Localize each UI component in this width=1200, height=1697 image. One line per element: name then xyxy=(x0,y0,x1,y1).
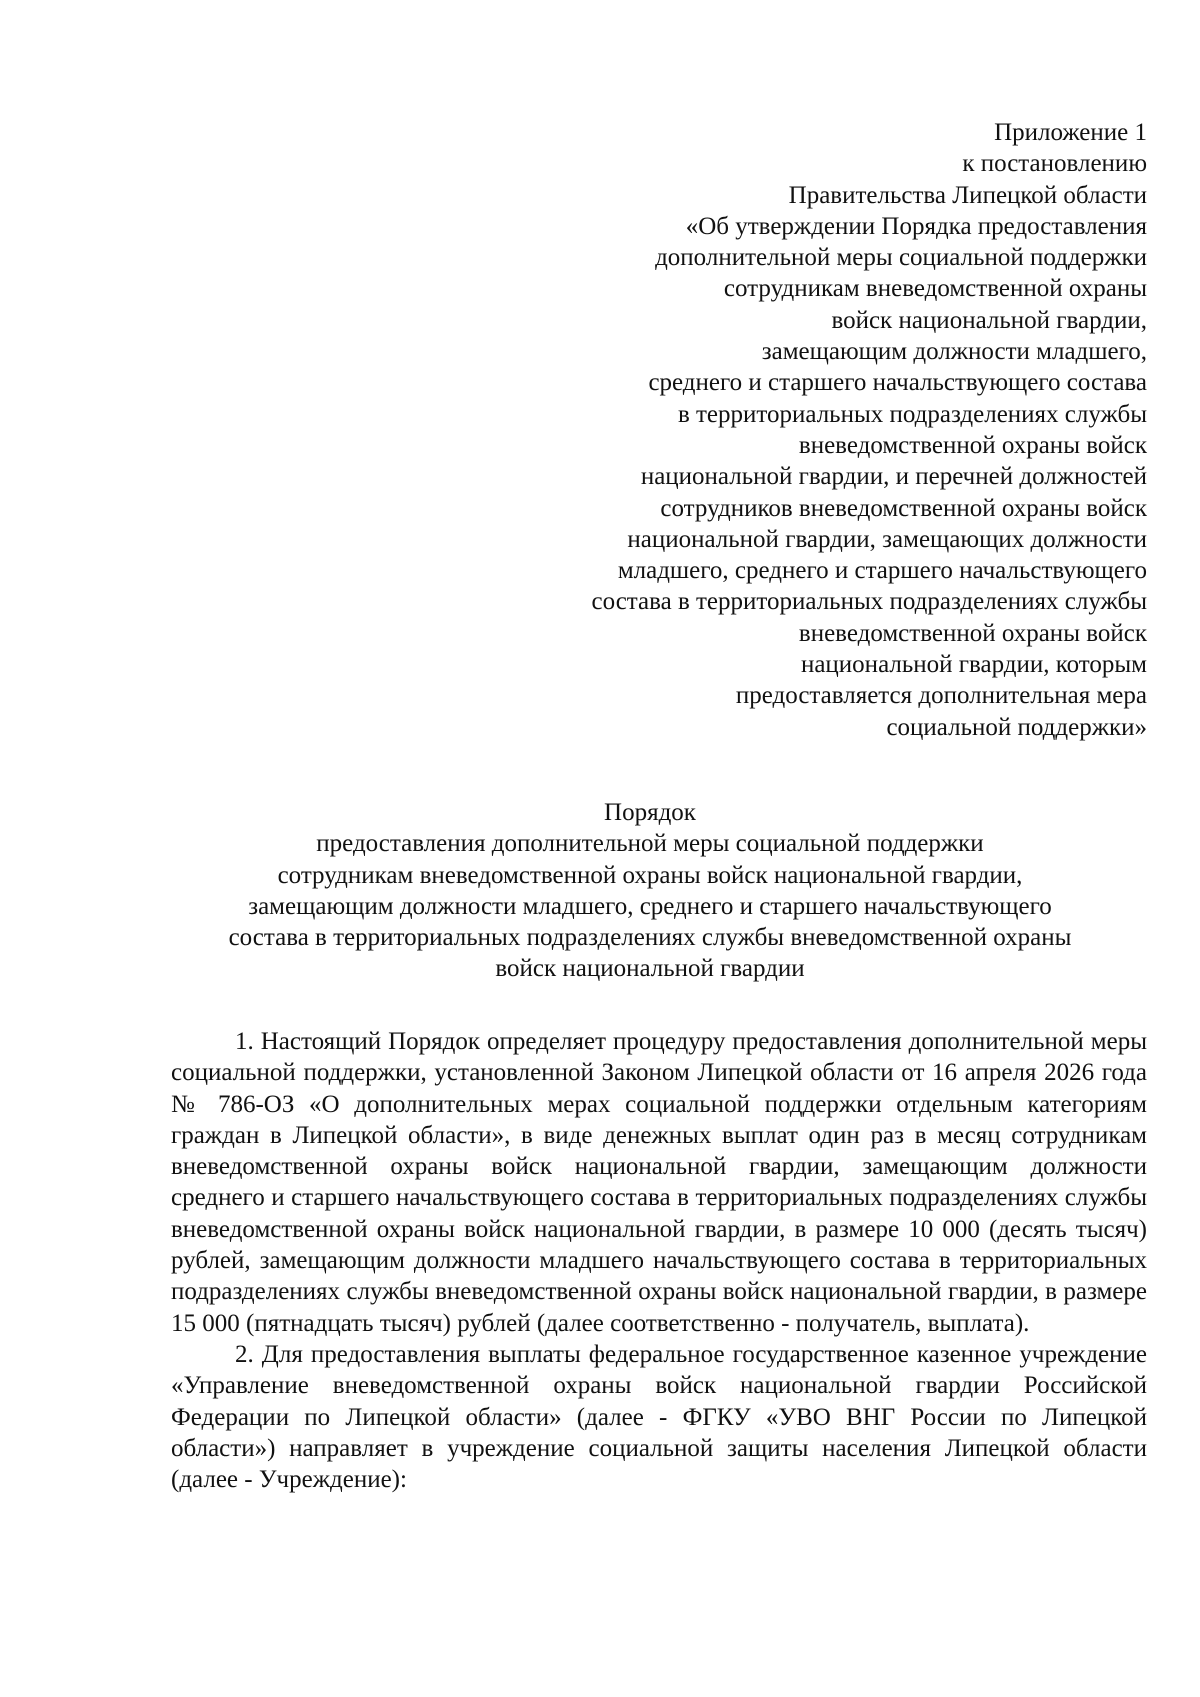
title-line: войск национальной гвардии xyxy=(495,955,805,983)
appendix-line: вневедомственной охраны войск xyxy=(798,619,1147,647)
appendix-line: сотрудникам вневедомственной охраны xyxy=(723,275,1147,303)
appendix-line: «Об утверждении Порядка предоставления xyxy=(685,212,1147,240)
appendix-line: Приложение 1 xyxy=(994,119,1147,146)
title-line: замещающим должности младшего, среднего и старшего начальствующего xyxy=(248,892,1052,920)
appendix-line: национальной гвардии, замещающих должности xyxy=(627,525,1147,553)
appendix-line: войск национальной гвардии, xyxy=(831,306,1147,334)
appendix-line: национальной гвардии, которым xyxy=(800,651,1147,679)
appendix-line: замещающим должности младшего, xyxy=(761,338,1147,366)
appendix-line: национальной гвардии, и перечней должностей xyxy=(640,463,1147,491)
appendix-line: дополнительной меры социальной поддержки xyxy=(655,244,1147,272)
appendix-line: социальной поддержки» xyxy=(886,713,1147,741)
appendix-line: предоставляется дополнительная мера xyxy=(735,682,1147,710)
paragraph-2: 2. Для предоставления выплаты федеральное государственное казенное учреждение «Управление вневедомственной охраны войск национальной гвардии Российской Федерации по Липецкой области» (далее - ФГКУ «УВО ВНГ России по Липецкой области») направляет в учреждение социальной защиты населения Липецкой области (далее - Учреждение): xyxy=(171,1340,1147,1494)
appendix-line: вневедомственной охраны войск xyxy=(798,431,1147,459)
title-line: состава в территориальных подразделениях службы вневедомственной охраны xyxy=(228,924,1072,952)
title-heading: Порядок xyxy=(604,799,696,826)
title-line: предоставления дополнительной меры социальной поддержки xyxy=(316,830,984,858)
appendix-line: Правительства Липецкой области xyxy=(788,181,1147,209)
appendix-line: сотрудников вневедомственной охраны войск xyxy=(660,494,1147,522)
appendix-line: в территориальных подразделениях службы xyxy=(677,400,1147,428)
appendix-line: к постановлению xyxy=(962,150,1147,178)
title-line: сотрудникам вневедомственной охраны войск национальной гвардии, xyxy=(277,861,1023,889)
paragraph-1: 1. Настоящий Порядок определяет процедуру предоставления дополнительной меры социальной поддержки, установленной Законом Липецкой области от 16 апреля 2026 года № 786-ОЗ «О дополнительных мерах социальной поддержки отдельным категориям граждан в Липецкой области», в виде денежных выплат один раз в месяц сотрудникам вневедомственной охраны войск национальной гвардии, замещающим должности среднего и старшего начальствующего состава в территориальных подразделениях службы вневедомственной охраны войск национальной гвардии, в размере 10 000 (десять тысяч) рублей, замещающим должности младшего начальствующего состава в территориальных подразделениях службы вневедомственной охраны войск национальной гвардии, в размере 15 000 (пятнадцать тысяч) рублей (далее соответственно - получатель, выплата). xyxy=(171,1028,1147,1337)
document-body xyxy=(171,1026,1147,1495)
appendix-line: младшего, среднего и старшего начальствующего xyxy=(617,557,1147,585)
document-title xyxy=(170,797,1130,985)
appendix-line: состава в территориальных подразделениях службы xyxy=(591,588,1147,616)
appendix-line: среднего и старшего начальствующего состава xyxy=(648,369,1147,397)
appendix-header xyxy=(447,117,1147,743)
